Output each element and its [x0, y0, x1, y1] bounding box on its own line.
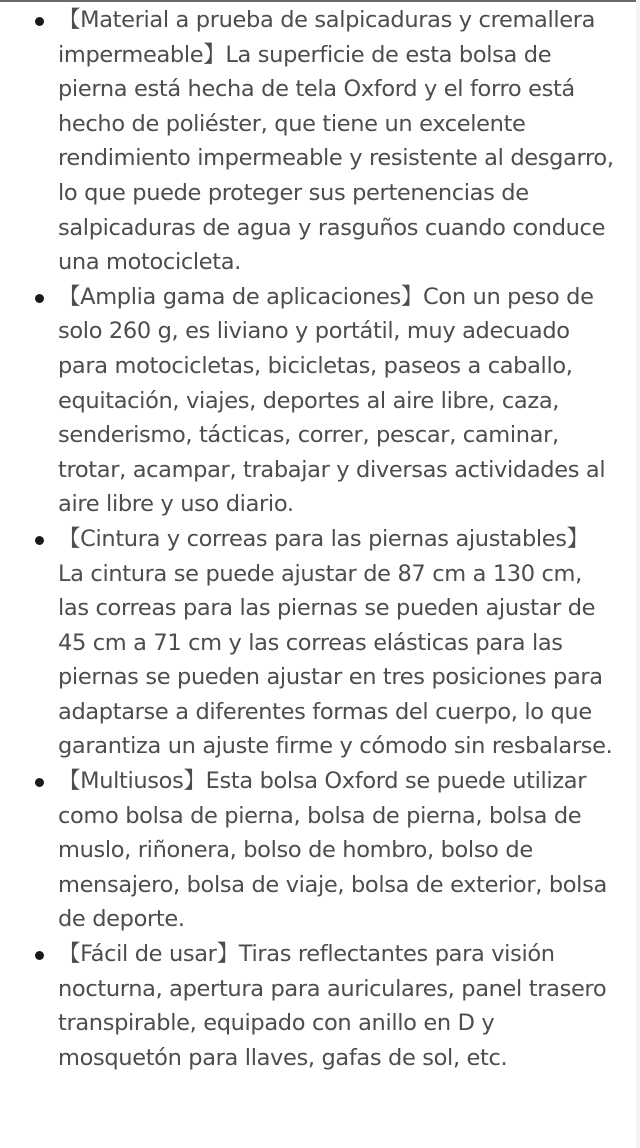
- top-divider: [0, 0, 640, 2]
- bullet-icon: [35, 778, 44, 787]
- feature-bullet-list: [0, 3, 640, 1075]
- feature-heading: 【Multiusos】: [58, 768, 206, 795]
- feature-heading: 【Fácil de usar】: [58, 941, 239, 968]
- bullet-icon: [35, 951, 44, 960]
- bullet-icon: [35, 536, 44, 545]
- feature-description: Tiras reflectantes para visión nocturna, apertura para auriculares, panel trasero transpirable, equipado con anillo en D y mosquetón para llaves, gafas de sol, etc.: [58, 941, 607, 1071]
- feature-item-adjustable: [0, 522, 640, 764]
- feature-description: Esta bolsa Oxford se puede utilizar como bolsa de pierna, bolsa de pierna, bolsa de muslo, riñonera, bolso de hombro, bolso de mensajero, bolsa de viaje, bolsa de exterior, bolsa de deporte.: [58, 768, 607, 933]
- bullet-icon: [35, 294, 44, 303]
- feature-heading: 【Material a prueba de salpicaduras y cremallera impermeable】: [58, 7, 596, 68]
- feature-item-applications: [0, 280, 640, 522]
- feature-heading: 【Cintura y correas para las piernas ajustables】: [58, 525, 589, 552]
- feature-heading: 【Amplia gama de aplicaciones】: [58, 283, 424, 310]
- feature-description: La cintura se puede ajustar de 87 cm a 130 cm, las correas para las piernas se pueden ajustar de 45 cm a 71 cm y las correas elásticas para las piernas se pueden ajustar en tres posiciones para adaptarse a diferentes formas del cuerpo, lo que garantiza un ajuste firme y cómodo sin resbalarse.: [58, 560, 613, 760]
- bullet-icon: [35, 17, 44, 26]
- feature-item-multiuse: [0, 764, 640, 937]
- feature-description: La superficie de esta bolsa de pierna está hecha de tela Oxford y el forro está hecho de poliéster, que tiene un excelente rendimiento impermeable y resistente al desgarro, lo que puede proteger sus pertenencias de salpicaduras de agua y rasguños cuando conduce una motocicleta.: [58, 41, 614, 276]
- feature-description: Con un peso de solo 260 g, es liviano y portátil, muy adecuado para motocicletas, bicicletas, paseos a caballo, equitación, viajes, deportes al aire libre, caza, senderismo, tácticas, correr, pescar, caminar, trotar, acampar, trabajar y diversas actividades al aire libre y uso diario.: [58, 283, 606, 518]
- feature-item-easy-use: [0, 937, 640, 1075]
- feature-item-material: [0, 3, 640, 280]
